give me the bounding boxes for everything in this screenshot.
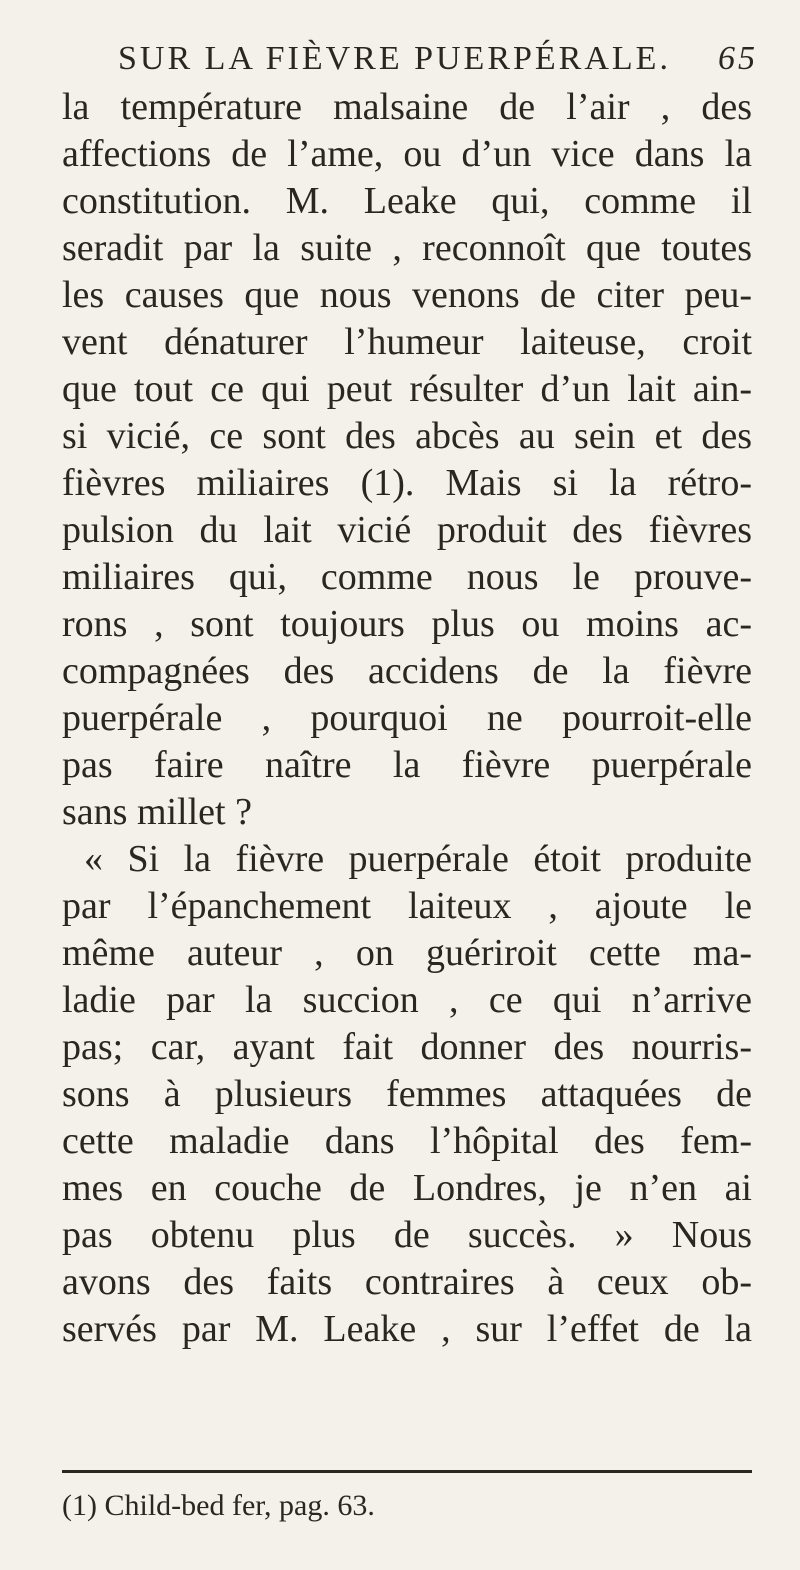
text-line: sans millet ? — [62, 791, 252, 833]
running-head — [118, 40, 758, 78]
body-text — [62, 84, 752, 1353]
page-number: 65 — [718, 40, 758, 77]
text-line: pulsion du lait vicié produit des fièvres — [62, 509, 752, 551]
text-line: miliaires qui, comme nous le prouve- — [62, 556, 752, 598]
footnote-divider — [62, 1470, 752, 1473]
text-line: seradit par la suite , reconnoît que toutes — [62, 227, 752, 269]
running-head-title: SUR LA FIÈVRE PUERPÉRALE. — [118, 40, 671, 77]
text-line: constitution. M. Leake qui, comme il — [62, 180, 752, 222]
text-line: rons , sont toujours plus ou moins ac- — [62, 603, 752, 645]
text-line: avons des faits contraires à ceux ob- — [62, 1261, 752, 1303]
text-line: fièvres miliaires (1). Mais si la rétro- — [62, 462, 752, 504]
text-line: pas faire naître la fièvre puerpérale — [62, 744, 752, 786]
text-line: vent dénaturer l’humeur laiteuse, croit — [62, 321, 752, 363]
text-line: servés par M. Leake , sur l’effet de la — [62, 1308, 752, 1350]
text-line: puerpérale , pourquoi ne pourroit-elle — [62, 697, 752, 739]
text-line: sons à plusieurs femmes attaquées de — [62, 1073, 752, 1115]
text-line: pas; car, ayant fait donner des nourris- — [62, 1026, 752, 1068]
footnote: (1) Child-bed fer, pag. 63. — [62, 1489, 375, 1522]
text-line: même auteur , on guériroit cette ma- — [62, 932, 752, 974]
text-line: mes en couche de Londres, je n’en ai — [62, 1167, 752, 1209]
text-line: que tout ce qui peut résulter d’un lait ain- — [62, 368, 752, 410]
text-line: affections de l’ame, ou d’un vice dans la — [62, 133, 752, 175]
text-line: les causes que nous venons de citer peu- — [62, 274, 752, 316]
text-line: ladie par la succion , ce qui n’arrive — [62, 979, 752, 1021]
text-line: cette maladie dans l’hôpital des fem- — [62, 1120, 752, 1162]
text-line: compagnées des accidens de la fièvre — [62, 650, 752, 692]
text-line: par l’épanchement laiteux , ajoute le — [62, 885, 752, 927]
text-line: pas obtenu plus de succès. » Nous — [62, 1214, 752, 1256]
text-line: si vicié, ce sont des abcès au sein et des — [62, 415, 752, 457]
text-line: la température malsaine de l’air , des — [62, 86, 752, 128]
text-line: « Si la fièvre puerpérale étoit produite — [84, 838, 752, 880]
